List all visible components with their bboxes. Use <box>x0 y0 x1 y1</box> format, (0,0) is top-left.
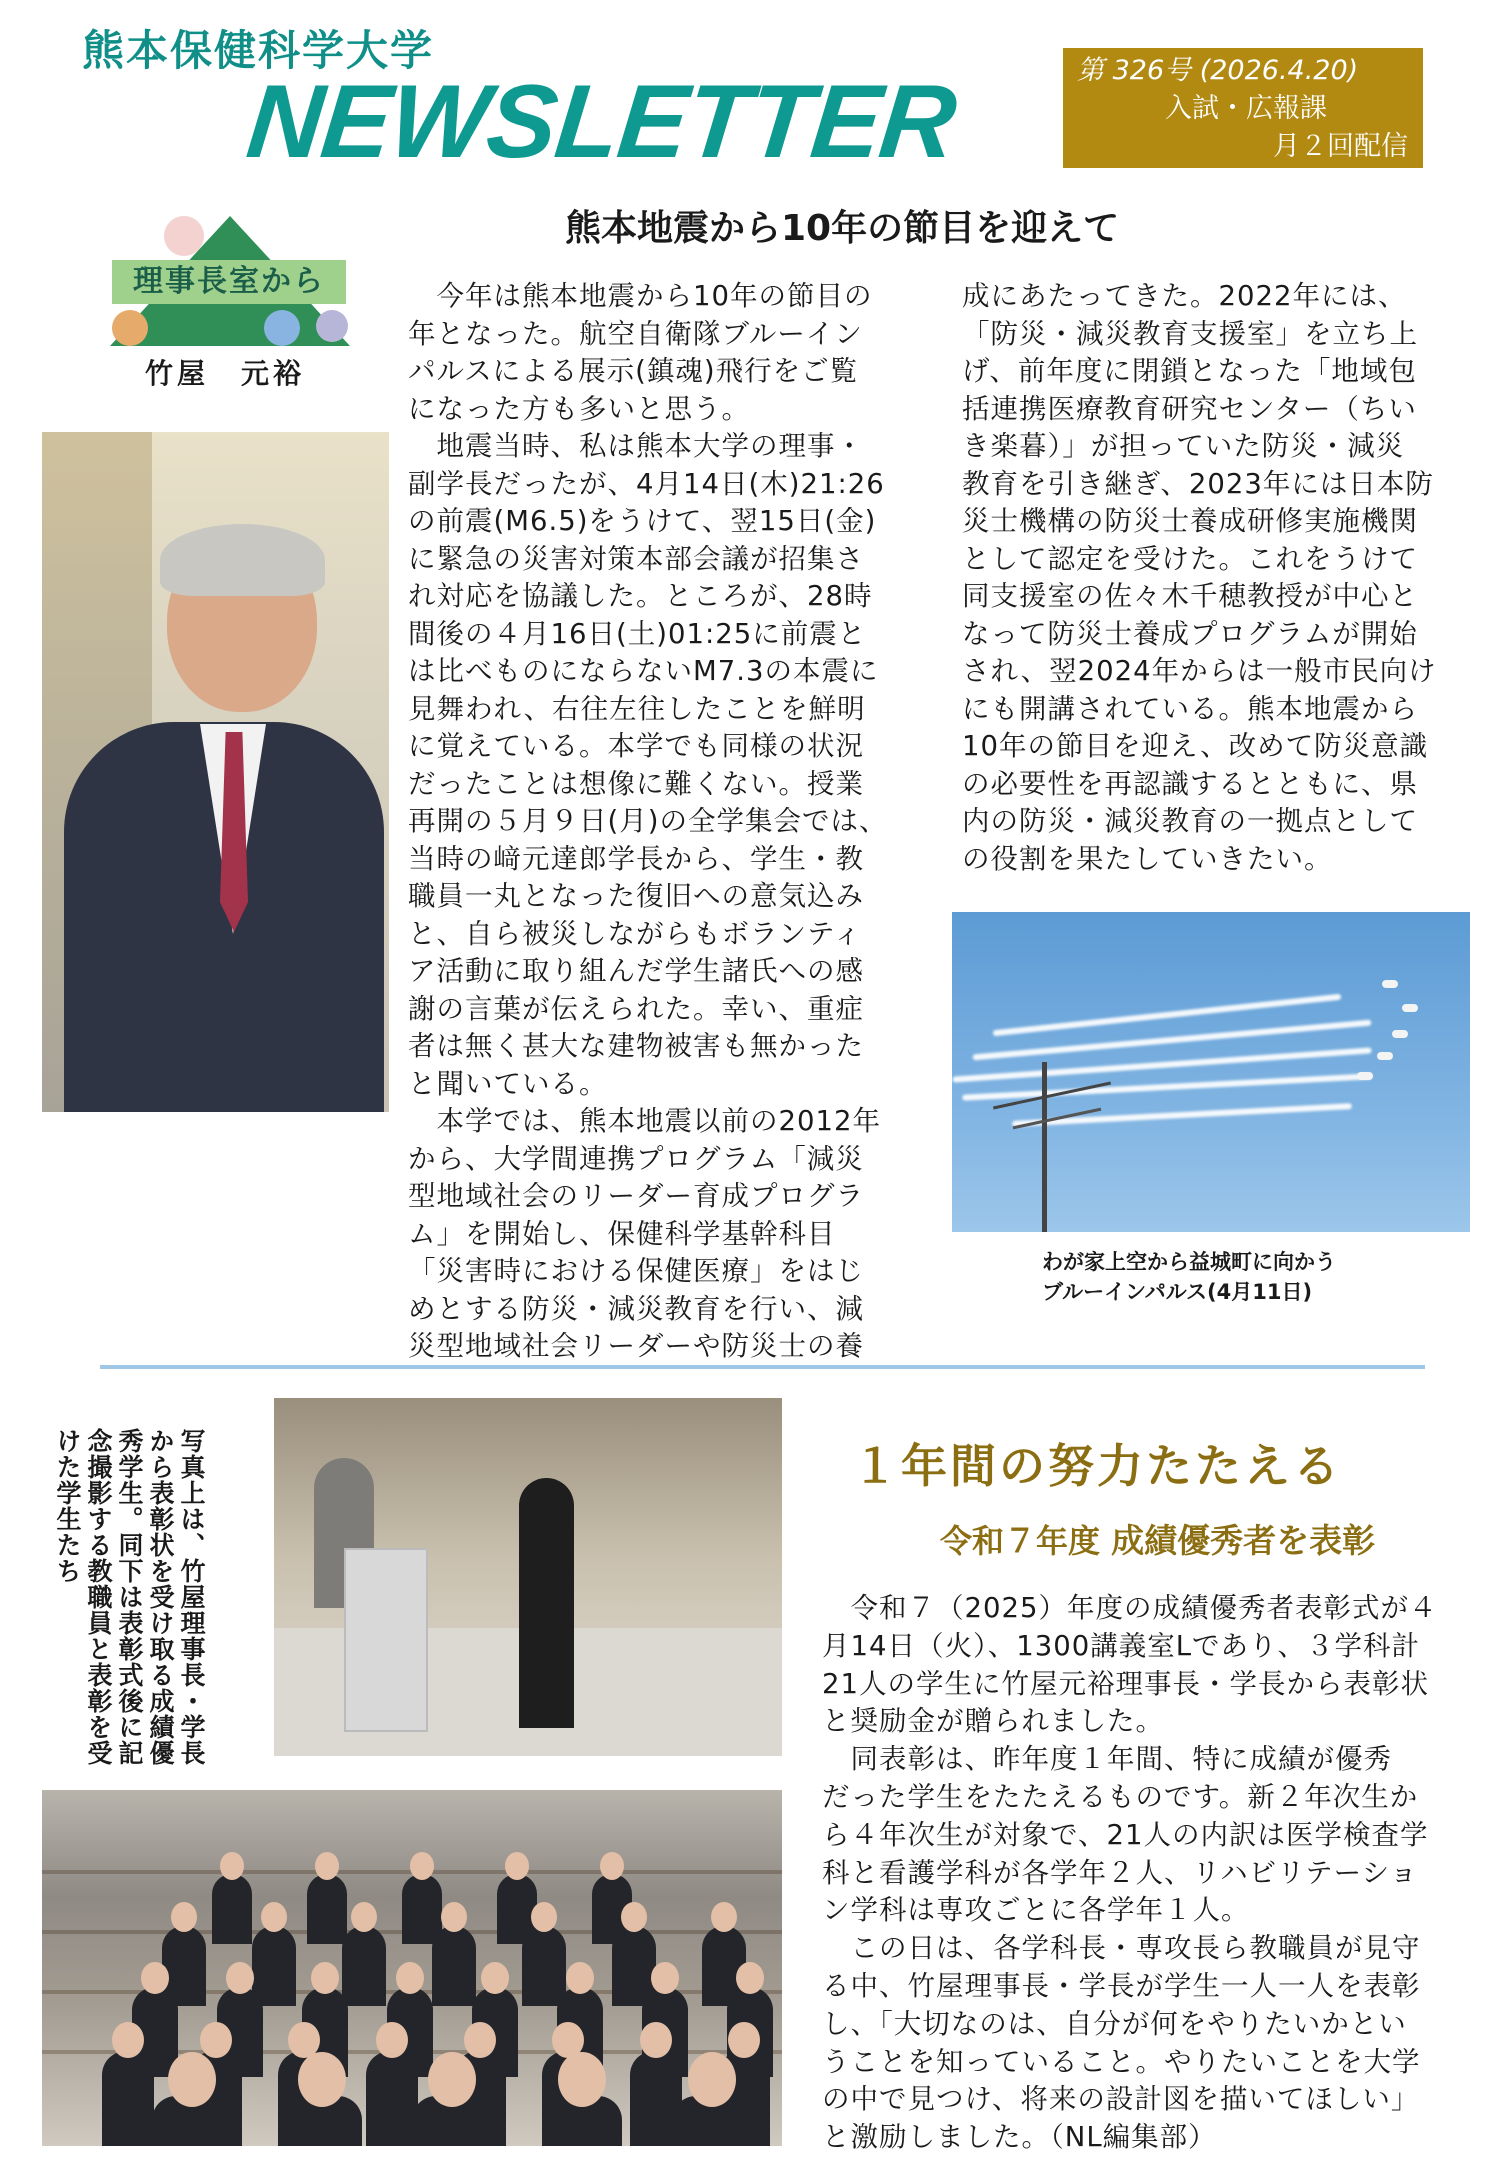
article-text-line: 型地域社会のリーダー育成プログラ <box>408 1180 864 1212</box>
jet-icon <box>1392 1030 1408 1038</box>
article1-title: 熊本地震から10年の節目を迎えて <box>565 208 1120 249</box>
photo-face <box>651 1962 679 1994</box>
award-ceremony-photo <box>274 1398 782 1756</box>
blue-impulse-photo <box>952 912 1470 1232</box>
photo-face <box>558 2052 606 2107</box>
column-logo <box>100 208 360 348</box>
article-text-line: 成にあたってきた。2022年には、 <box>962 280 1407 312</box>
article-text-line: めとする防災・減災教育を行い、減 <box>408 1292 864 1325</box>
article-text-line: は比べものにならないM7.3の本震に <box>408 655 879 687</box>
photo-face <box>226 1962 254 1994</box>
photo-person <box>102 2051 154 2146</box>
article-text-line: と、自ら被災しながらもボランティ <box>408 917 862 950</box>
article-text-line: から、大学間連携プログラム「減災 <box>408 1142 864 1175</box>
photo-face <box>200 2022 231 2058</box>
caption-line: 写真上は、竹屋理事長・学長 <box>177 1428 206 1766</box>
article-text-line: 今年は熊本地震から10年の節目の <box>408 280 873 312</box>
article-text-line: 間後の４月16日(土)01:25に前震と <box>408 617 867 650</box>
photo-face <box>141 1962 169 1994</box>
article-text-line: ム」を開始し、保健科学基幹科目 <box>408 1217 836 1250</box>
article-text-line: 同支援室の佐々木千穂教授が中心と <box>962 580 1418 612</box>
caption-line: 秀学生。同下は表彰式後に記 <box>115 1428 144 1766</box>
article-text-line: 「災害時における保健医療」をはじ <box>408 1255 864 1287</box>
portrait-photo <box>42 432 389 1112</box>
article-text-line: なって防災士養成プログラムが開始 <box>962 617 1418 650</box>
article-text-line: ら４年次生が対象で、21人の内訳は医学検査学 <box>822 1818 1429 1851</box>
article-text-line: の中で見つけ、将来の設計図を描いてほしい」 <box>822 2083 1420 2116</box>
article1-column-a <box>408 278 887 1366</box>
article-text-line: 令和７（2025）年度の成績優秀者表彰式が４ <box>822 1592 1438 1624</box>
photo-person <box>252 1926 296 2006</box>
caption-line: わが家上空から益城町に向かう <box>1042 1250 1336 1274</box>
photo-face <box>481 1962 509 1994</box>
article-text-line: る中、竹屋理事長・学長が学生一人一人を表彰 <box>822 1969 1421 2002</box>
caption-line: けた学生たち <box>53 1428 82 1584</box>
photo-student <box>519 1478 574 1728</box>
article-text-line: だった学生をたたえるものです。新２年次生か <box>822 1780 1419 1813</box>
article-text-line: 職員一丸となった復旧への意気込み <box>408 880 864 912</box>
photo-person <box>342 1926 386 2006</box>
logo-circle-blue <box>264 310 300 346</box>
article-text-line: として認定を受けた。これをうけて <box>962 542 1418 575</box>
article-text-line: げ、前年度に閉鎖となった「地域包 <box>962 355 1417 387</box>
section-divider <box>100 1365 1425 1369</box>
article-text-line: と奨励金が贈られました。 <box>822 1705 1164 1738</box>
photo-face <box>396 1962 424 1994</box>
photo-face <box>298 2052 346 2107</box>
article-text-line: 10年の節目を迎え、改めて防災意識 <box>962 730 1429 762</box>
photo-person <box>522 1926 566 2006</box>
author-name: 竹屋 元裕 <box>145 357 306 390</box>
article-text-line: れ対応を協議した。ところが、28時 <box>408 580 873 612</box>
article2-body <box>822 1590 1437 2157</box>
sky-photo-caption <box>1042 1247 1336 1307</box>
article-text-line: 科と看護学科が各学年２人、リハビリテーショ <box>822 1856 1419 1889</box>
article-text-line: 当時の﨑元達郎学長から、学生・教 <box>408 842 864 875</box>
caption-line: 念撮影する教職員と表彰を受 <box>84 1428 113 1766</box>
article2-subtitle <box>940 1515 1375 1562</box>
article-text-line: 地震当時、私は熊本大学の理事・ <box>408 430 864 462</box>
photo-face <box>728 2022 759 2058</box>
logo-circle-lavender <box>316 310 348 342</box>
article-text-line: ン学科は専攻ごとに各学年１人。 <box>822 1894 1250 1927</box>
photo-person <box>212 1874 252 1944</box>
article-text-line: の必要性を再認識するとともに、県 <box>962 767 1418 800</box>
article-text-line: パルスによる展示(鎮魂)飛行をご覧 <box>408 355 859 387</box>
article-text-line: 月14日（火）、1300講義室Lであり、３学科計 <box>822 1629 1421 1662</box>
photo-person <box>432 1926 476 2006</box>
article-text-line: の役割を果たしていきたい。 <box>962 842 1333 875</box>
photo-face <box>600 1852 624 1880</box>
jet-icon <box>1402 1004 1418 1012</box>
article-text-line: 本学では、熊本地震以前の2012年 <box>408 1105 881 1137</box>
photo-face <box>640 2022 671 2058</box>
photo-face <box>410 1852 434 1880</box>
article-text-line: にも開講されている。熊本地震から <box>962 692 1418 725</box>
article-text-line: と聞いている。 <box>408 1067 608 1100</box>
article-text-line: 同表彰は、昨年度１年間、特に成績が優秀 <box>822 1743 1392 1776</box>
university-name: 熊本保健科学大学 <box>82 26 435 75</box>
photo-face <box>168 2052 216 2107</box>
article2-title: １年間の努力たたえる <box>852 1439 1342 1493</box>
photo-face <box>736 1962 764 1994</box>
article-text-line: 災士機構の防災士養成研修実施機関 <box>962 505 1418 537</box>
article-text-line: ア活動に取り組んだ学生諸氏への感 <box>408 955 864 987</box>
photo-face <box>315 1852 339 1880</box>
article-text-line: 副学長だったが、4月14日(木)21:26 <box>408 467 885 500</box>
newsletter-title: NEWSLETTER <box>241 64 961 180</box>
column-label: 理事長室から <box>112 260 346 304</box>
photo-face <box>428 2052 476 2107</box>
article-text-line: 教育を引き継ぎ、2023年には日本防 <box>962 467 1434 500</box>
article-text-line: うことを知っていること。やりたいことを大学 <box>822 2045 1421 2078</box>
article-text-line: 括連携医療教育研究センター（ちい <box>962 392 1417 425</box>
article-text-line: に緊急の災害対策本部会議が招集さ <box>408 542 864 575</box>
photo-person <box>366 2051 418 2146</box>
photo-face <box>688 2052 736 2107</box>
caption-line: ブルーインパルス(4月11日) <box>1042 1280 1313 1304</box>
article-text-line: 災型地域社会リーダーや防災士の養 <box>408 1330 864 1362</box>
logo-circle-orange <box>112 310 148 346</box>
subtitle-main: 成績優秀者を表彰 <box>1111 1521 1376 1560</box>
article-text-line: し、「大切なのは、自分が何をやりたいかとい <box>822 2007 1407 2040</box>
article-text-line: 見舞われ、右往左往したことを鮮明 <box>408 692 866 725</box>
antenna-mast <box>1042 1062 1047 1232</box>
photo-face <box>311 1962 339 1994</box>
caption-line: から表彰状を受け取る成績優 <box>146 1428 175 1766</box>
article-text-line: 「防災・減災教育支援室」を立ち上 <box>962 317 1418 350</box>
article-text-line: だったことは想像に難くない。授業 <box>408 767 864 800</box>
article-text-line: 内の防災・減災教育の一拠点として <box>962 805 1418 837</box>
article-text-line: と激励しました。（NL編集部） <box>822 2121 1217 2154</box>
jet-icon <box>1377 1052 1393 1060</box>
article-text-line: され、翌2024年からは一般市民向け <box>962 655 1437 687</box>
jet-icon <box>1357 1072 1373 1080</box>
article-text-line: に覚えている。本学でも同様の状況 <box>408 730 864 762</box>
article-text-line: 者は無く甚大な建物被害も無かった <box>408 1030 864 1062</box>
photo-face <box>566 1962 594 1994</box>
article-text-line: 再開の５月９日(月)の全学集会では、 <box>408 805 888 837</box>
issue-department: 入試・広報課 <box>1165 93 1327 124</box>
subtitle-prefix: 令和７年度 <box>940 1522 1101 1560</box>
article-text-line: き楽暮）」が担っていた防災・減災 <box>962 430 1405 462</box>
photo-face <box>220 1852 244 1880</box>
group-photo <box>42 1790 782 2146</box>
article-text-line: の前震(M6.5)をうけて、翌15日(金) <box>408 505 877 537</box>
photo-hair <box>160 524 325 596</box>
photo-podium <box>344 1548 428 1732</box>
photo-face <box>376 2022 407 2058</box>
article-text-line: 謝の言葉が伝えられた。幸い、重症 <box>408 992 864 1025</box>
award-photo-caption <box>52 1428 207 1766</box>
photo-face <box>464 2022 495 2058</box>
article-text-line: この日は、各学科長・専攻長ら教職員が見守 <box>822 1932 1421 1965</box>
issue-number: 第 326号 (2026.4.20) <box>1077 55 1359 86</box>
article-text-line: になった方も多いと思う。 <box>408 392 750 425</box>
issue-frequency: 月２回配信 <box>1273 131 1408 162</box>
issue-info-box <box>1063 48 1423 168</box>
article-text-line: 21人の学生に竹屋元裕理事長・学長から表彰状 <box>822 1667 1429 1700</box>
photo-face <box>505 1852 529 1880</box>
logo-circle-pink <box>164 216 204 256</box>
photo-face <box>112 2022 143 2058</box>
jet-icon <box>1382 980 1398 988</box>
article1-column-b <box>962 278 1437 878</box>
photo-person <box>307 1874 347 1944</box>
article-text-line: 年となった。航空自衛隊ブルーイン <box>408 317 863 350</box>
